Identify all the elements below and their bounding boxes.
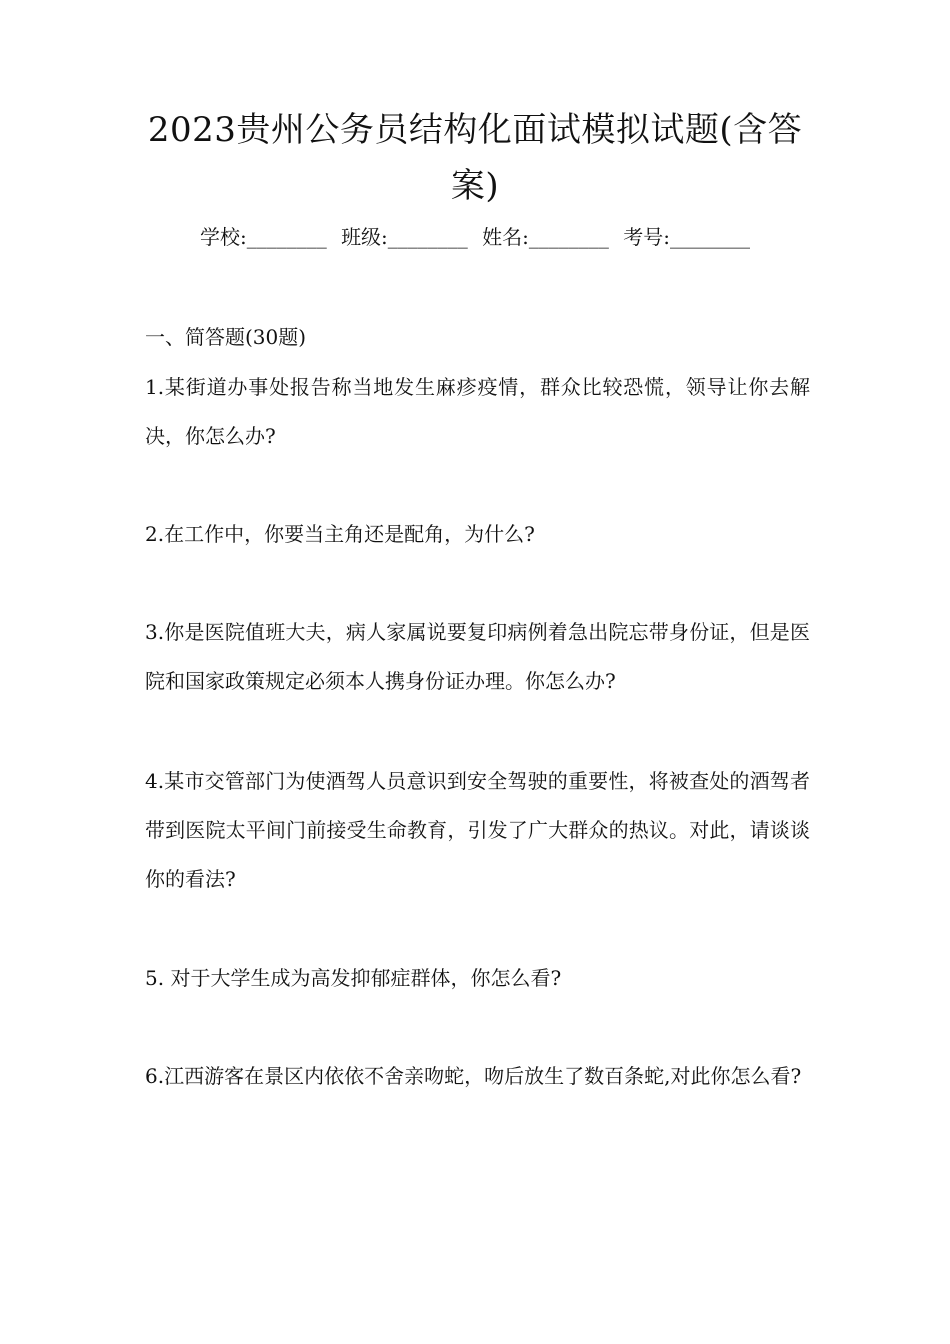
document-title: 2023贵州公务员结构化面试模拟试题(含答案) xyxy=(147,110,803,206)
question-6: 6.江西游客在景区内依依不舍亲吻蛇，吻后放生了数百条蛇,对此你怎么看? xyxy=(145,1064,802,1088)
name-field: 姓名:________ xyxy=(482,225,609,249)
question-1: 1.某街道办事处报告称当地发生麻疹疫情，群众比较恐慌，领导让你去解决，你怎么办? xyxy=(145,375,810,448)
question-2: 2.在工作中，你要当主角还是配角，为什么? xyxy=(145,522,535,546)
student-info-line xyxy=(130,222,820,252)
question-5: 5. 对于大学生成为高发抑郁症群体，你怎么看? xyxy=(145,966,562,990)
section-heading: 一、简答题(30题) xyxy=(145,325,307,349)
question-4: 4.某市交管部门为使酒驾人员意识到安全驾驶的重要性，将被查处的酒驾者带到医院太平间门前接受生命教育，引发了广大群众的热议。对此，请谈谈你的看法? xyxy=(145,769,810,891)
exam-number-field: 考号:________ xyxy=(623,225,751,249)
class-field: 班级:________ xyxy=(341,225,468,249)
school-field: 学校:________ xyxy=(199,225,327,249)
question-3: 3.你是医院值班大夫，病人家属说要复印病例着急出院忘带身份证，但是医院和国家政策规定必须本人携身份证办理。你怎么办? xyxy=(145,620,810,693)
